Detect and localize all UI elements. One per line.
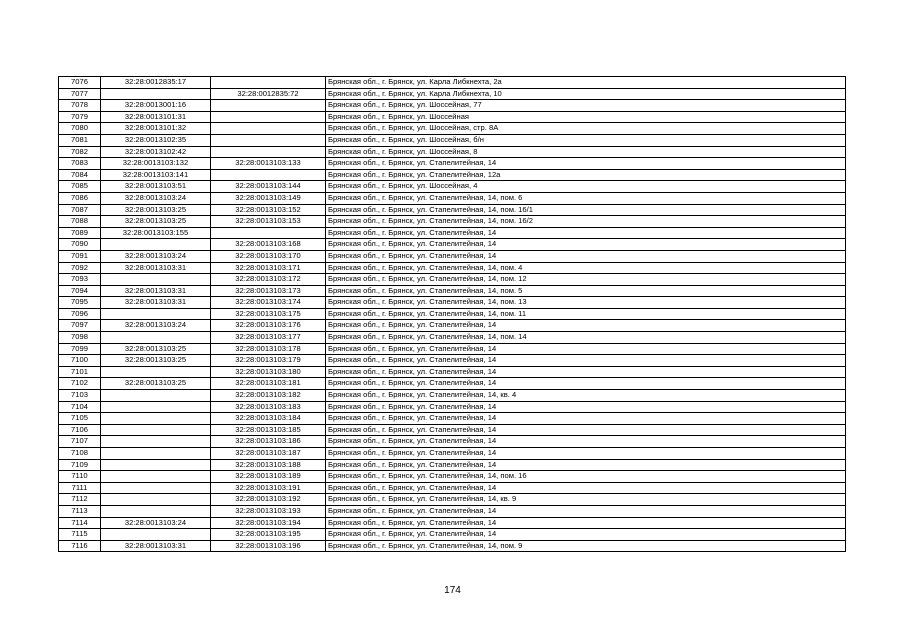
address-cell: Брянская обл., г. Брянск, ул. Стапелитейная, 14, пом. 6: [326, 192, 846, 204]
land-cadastral-number-cell: [101, 413, 211, 425]
building-cadastral-number-cell: 32:28:0013103:186: [211, 436, 326, 448]
building-cadastral-number-cell: [211, 227, 326, 239]
row-number-cell: 7096: [59, 308, 101, 320]
row-number-cell: 7098: [59, 332, 101, 344]
table-row: [59, 134, 846, 146]
cadastral-table: [58, 76, 846, 552]
address-cell: Брянская обл., г. Брянск, ул. Стапелитейная, 12а: [326, 169, 846, 181]
building-cadastral-number-cell: [211, 169, 326, 181]
row-number-cell: 7084: [59, 169, 101, 181]
table-row: [59, 169, 846, 181]
address-cell: Брянская обл., г. Брянск, ул. Стапелитейная, 14: [326, 239, 846, 251]
building-cadastral-number-cell: 32:28:0013103:195: [211, 529, 326, 541]
address-cell: Брянская обл., г. Брянск, ул. Шоссейная, 4: [326, 181, 846, 193]
land-cadastral-number-cell: 32:28:0012835:17: [101, 77, 211, 89]
table-row: [59, 436, 846, 448]
address-cell: Брянская обл., г. Брянск, ул. Стапелитейная, 14, пом. 9: [326, 540, 846, 552]
building-cadastral-number-cell: 32:28:0013103:196: [211, 540, 326, 552]
row-number-cell: 7109: [59, 459, 101, 471]
building-cadastral-number-cell: 32:28:0013103:133: [211, 158, 326, 170]
building-cadastral-number-cell: 32:28:0013103:175: [211, 308, 326, 320]
land-cadastral-number-cell: 32:28:0013103:24: [101, 250, 211, 262]
address-cell: Брянская обл., г. Брянск, ул. Стапелитейная, 14: [326, 227, 846, 239]
address-cell: Брянская обл., г. Брянск, ул. Стапелитейная, 14: [326, 401, 846, 413]
row-number-cell: 7085: [59, 181, 101, 193]
row-number-cell: 7108: [59, 448, 101, 460]
address-cell: Брянская обл., г. Брянск, ул. Карла Либкнехта, 10: [326, 88, 846, 100]
row-number-cell: 7079: [59, 111, 101, 123]
page-number: 174: [444, 585, 461, 596]
row-number-cell: 7093: [59, 274, 101, 286]
land-cadastral-number-cell: 32:28:0013103:31: [101, 262, 211, 274]
table-row: [59, 320, 846, 332]
row-number-cell: 7076: [59, 77, 101, 89]
table-row: [59, 285, 846, 297]
row-number-cell: 7095: [59, 297, 101, 309]
land-cadastral-number-cell: 32:28:0013103:31: [101, 297, 211, 309]
table-row: [59, 390, 846, 402]
land-cadastral-number-cell: [101, 308, 211, 320]
land-cadastral-number-cell: 32:28:0013102:35: [101, 134, 211, 146]
address-cell: Брянская обл., г. Брянск, ул. Стапелитейная, 14: [326, 158, 846, 170]
building-cadastral-number-cell: 32:28:0013103:179: [211, 355, 326, 367]
building-cadastral-number-cell: 32:28:0013103:149: [211, 192, 326, 204]
table-row: [59, 88, 846, 100]
address-cell: Брянская обл., г. Брянск, ул. Стапелитейная, 14, пом. 4: [326, 262, 846, 274]
table-row: [59, 494, 846, 506]
table-row: [59, 158, 846, 170]
building-cadastral-number-cell: 32:28:0013103:192: [211, 494, 326, 506]
land-cadastral-number-cell: [101, 88, 211, 100]
land-cadastral-number-cell: 32:28:0013001:16: [101, 100, 211, 112]
land-cadastral-number-cell: [101, 459, 211, 471]
address-cell: Брянская обл., г. Брянск, ул. Стапелитейная, 14, кв. 4: [326, 390, 846, 402]
building-cadastral-number-cell: [211, 111, 326, 123]
row-number-cell: 7086: [59, 192, 101, 204]
table-row: [59, 111, 846, 123]
address-cell: Брянская обл., г. Брянск, ул. Стапелитейная, 14: [326, 366, 846, 378]
land-cadastral-number-cell: [101, 471, 211, 483]
land-cadastral-number-cell: 32:28:0013103:141: [101, 169, 211, 181]
table-row: [59, 181, 846, 193]
building-cadastral-number-cell: 32:28:0013103:144: [211, 181, 326, 193]
land-cadastral-number-cell: [101, 239, 211, 251]
row-number-cell: 7106: [59, 424, 101, 436]
row-number-cell: 7104: [59, 401, 101, 413]
table-row: [59, 366, 846, 378]
table-row: [59, 540, 846, 552]
row-number-cell: 7103: [59, 390, 101, 402]
table-row: [59, 274, 846, 286]
address-cell: Брянская обл., г. Брянск, ул. Стапелитейная, 14: [326, 505, 846, 517]
table-row: [59, 192, 846, 204]
address-cell: Брянская обл., г. Брянск, ул. Стапелитейная, 14: [326, 517, 846, 529]
row-number-cell: 7113: [59, 505, 101, 517]
building-cadastral-number-cell: 32:28:0013103:173: [211, 285, 326, 297]
building-cadastral-number-cell: [211, 123, 326, 135]
building-cadastral-number-cell: 32:28:0013103:188: [211, 459, 326, 471]
land-cadastral-number-cell: 32:28:0013103:25: [101, 216, 211, 228]
address-cell: Брянская обл., г. Брянск, ул. Стапелитейная, 14: [326, 436, 846, 448]
building-cadastral-number-cell: 32:28:0013103:153: [211, 216, 326, 228]
address-cell: Брянская обл., г. Брянск, ул. Шоссейная, стр. 8А: [326, 123, 846, 135]
land-cadastral-number-cell: 32:28:0013103:25: [101, 355, 211, 367]
table-body: [59, 77, 846, 552]
address-cell: Брянская обл., г. Брянск, ул. Шоссейная, б/н: [326, 134, 846, 146]
row-number-cell: 7078: [59, 100, 101, 112]
row-number-cell: 7116: [59, 540, 101, 552]
land-cadastral-number-cell: 32:28:0013103:155: [101, 227, 211, 239]
row-number-cell: 7112: [59, 494, 101, 506]
address-cell: Брянская обл., г. Брянск, ул. Стапелитейная, 14, пом. 16/2: [326, 216, 846, 228]
land-cadastral-number-cell: [101, 448, 211, 460]
row-number-cell: 7100: [59, 355, 101, 367]
table-row: [59, 413, 846, 425]
land-cadastral-number-cell: [101, 424, 211, 436]
row-number-cell: 7099: [59, 343, 101, 355]
row-number-cell: 7101: [59, 366, 101, 378]
land-cadastral-number-cell: [101, 482, 211, 494]
land-cadastral-number-cell: [101, 401, 211, 413]
address-cell: Брянская обл., г. Брянск, ул. Шоссейная: [326, 111, 846, 123]
row-number-cell: 7105: [59, 413, 101, 425]
table-row: [59, 517, 846, 529]
address-cell: Брянская обл., г. Брянск, ул. Стапелитейная, 14: [326, 424, 846, 436]
building-cadastral-number-cell: 32:28:0013103:177: [211, 332, 326, 344]
address-cell: Брянская обл., г. Брянск, ул. Стапелитейная, 14, пом. 12: [326, 274, 846, 286]
row-number-cell: 7087: [59, 204, 101, 216]
address-cell: Брянская обл., г. Брянск, ул. Карла Либкнехта, 2а: [326, 77, 846, 89]
address-cell: Брянская обл., г. Брянск, ул. Шоссейная, 77: [326, 100, 846, 112]
row-number-cell: 7097: [59, 320, 101, 332]
table-row: [59, 448, 846, 460]
row-number-cell: 7081: [59, 134, 101, 146]
building-cadastral-number-cell: 32:28:0013103:181: [211, 378, 326, 390]
table-row: [59, 378, 846, 390]
building-cadastral-number-cell: 32:28:0013103:183: [211, 401, 326, 413]
table-row: [59, 262, 846, 274]
land-cadastral-number-cell: [101, 366, 211, 378]
table-row: [59, 227, 846, 239]
land-cadastral-number-cell: 32:28:0013103:24: [101, 320, 211, 332]
address-cell: Брянская обл., г. Брянск, ул. Стапелитейная, 14: [326, 378, 846, 390]
address-cell: Брянская обл., г. Брянск, ул. Шоссейная, 8: [326, 146, 846, 158]
row-number-cell: 7083: [59, 158, 101, 170]
building-cadastral-number-cell: 32:28:0013103:187: [211, 448, 326, 460]
table-row: [59, 204, 846, 216]
table-row: [59, 308, 846, 320]
land-cadastral-number-cell: 32:28:0013103:132: [101, 158, 211, 170]
address-cell: Брянская обл., г. Брянск, ул. Стапелитейная, 14, пом. 14: [326, 332, 846, 344]
table-row: [59, 424, 846, 436]
land-cadastral-number-cell: [101, 436, 211, 448]
table-row: [59, 505, 846, 517]
row-number-cell: 7077: [59, 88, 101, 100]
row-number-cell: 7115: [59, 529, 101, 541]
building-cadastral-number-cell: 32:28:0013103:152: [211, 204, 326, 216]
land-cadastral-number-cell: 32:28:0013103:24: [101, 192, 211, 204]
address-cell: Брянская обл., г. Брянск, ул. Стапелитейная, 14: [326, 250, 846, 262]
land-cadastral-number-cell: [101, 494, 211, 506]
land-cadastral-number-cell: 32:28:0013101:31: [101, 111, 211, 123]
table-row: [59, 355, 846, 367]
table-row: [59, 471, 846, 483]
address-cell: Брянская обл., г. Брянск, ул. Стапелитейная, 14, пом. 11: [326, 308, 846, 320]
building-cadastral-number-cell: 32:28:0012835:72: [211, 88, 326, 100]
address-cell: Брянская обл., г. Брянск, ул. Стапелитейная, 14: [326, 482, 846, 494]
land-cadastral-number-cell: 32:28:0013103:24: [101, 517, 211, 529]
table-row: [59, 401, 846, 413]
land-cadastral-number-cell: [101, 274, 211, 286]
land-cadastral-number-cell: [101, 390, 211, 402]
land-cadastral-number-cell: 32:28:0013103:25: [101, 204, 211, 216]
table-row: [59, 529, 846, 541]
row-number-cell: 7092: [59, 262, 101, 274]
building-cadastral-number-cell: 32:28:0013103:172: [211, 274, 326, 286]
address-cell: Брянская обл., г. Брянск, ул. Стапелитейная, 14, пом. 13: [326, 297, 846, 309]
building-cadastral-number-cell: [211, 77, 326, 89]
table-row: [59, 297, 846, 309]
building-cadastral-number-cell: 32:28:0013103:170: [211, 250, 326, 262]
building-cadastral-number-cell: 32:28:0013103:193: [211, 505, 326, 517]
building-cadastral-number-cell: 32:28:0013103:189: [211, 471, 326, 483]
row-number-cell: 7110: [59, 471, 101, 483]
address-cell: Брянская обл., г. Брянск, ул. Стапелитейная, 14: [326, 413, 846, 425]
land-cadastral-number-cell: [101, 505, 211, 517]
table-row: [59, 343, 846, 355]
building-cadastral-number-cell: 32:28:0013103:182: [211, 390, 326, 402]
land-cadastral-number-cell: 32:28:0013103:31: [101, 285, 211, 297]
address-cell: Брянская обл., г. Брянск, ул. Стапелитейная, 14: [326, 448, 846, 460]
land-cadastral-number-cell: 32:28:0013102:42: [101, 146, 211, 158]
row-number-cell: 7089: [59, 227, 101, 239]
row-number-cell: 7111: [59, 482, 101, 494]
building-cadastral-number-cell: [211, 134, 326, 146]
row-number-cell: 7114: [59, 517, 101, 529]
building-cadastral-number-cell: [211, 100, 326, 112]
address-cell: Брянская обл., г. Брянск, ул. Стапелитейная, 14: [326, 343, 846, 355]
table-row: [59, 77, 846, 89]
row-number-cell: 7094: [59, 285, 101, 297]
table-row: [59, 100, 846, 112]
row-number-cell: 7080: [59, 123, 101, 135]
building-cadastral-number-cell: 32:28:0013103:178: [211, 343, 326, 355]
land-cadastral-number-cell: [101, 332, 211, 344]
table-row: [59, 146, 846, 158]
land-cadastral-number-cell: [101, 529, 211, 541]
land-cadastral-number-cell: 32:28:0013101:32: [101, 123, 211, 135]
building-cadastral-number-cell: 32:28:0013103:194: [211, 517, 326, 529]
building-cadastral-number-cell: 32:28:0013103:174: [211, 297, 326, 309]
address-cell: Брянская обл., г. Брянск, ул. Стапелитейная, 14, пом. 16/1: [326, 204, 846, 216]
table-row: [59, 332, 846, 344]
table-row: [59, 216, 846, 228]
row-number-cell: 7090: [59, 239, 101, 251]
building-cadastral-number-cell: 32:28:0013103:176: [211, 320, 326, 332]
table-row: [59, 482, 846, 494]
row-number-cell: 7102: [59, 378, 101, 390]
table-row: [59, 250, 846, 262]
address-cell: Брянская обл., г. Брянск, ул. Стапелитейная, 14: [326, 355, 846, 367]
address-cell: Брянская обл., г. Брянск, ул. Стапелитейная, 14, пом. 5: [326, 285, 846, 297]
address-cell: Брянская обл., г. Брянск, ул. Стапелитейная, 14, кв. 9: [326, 494, 846, 506]
building-cadastral-number-cell: 32:28:0013103:168: [211, 239, 326, 251]
row-number-cell: 7082: [59, 146, 101, 158]
table-row: [59, 239, 846, 251]
address-cell: Брянская обл., г. Брянск, ул. Стапелитейная, 14, пом. 16: [326, 471, 846, 483]
address-cell: Брянская обл., г. Брянск, ул. Стапелитейная, 14: [326, 529, 846, 541]
row-number-cell: 7091: [59, 250, 101, 262]
land-cadastral-number-cell: 32:28:0013103:51: [101, 181, 211, 193]
building-cadastral-number-cell: 32:28:0013103:180: [211, 366, 326, 378]
row-number-cell: 7107: [59, 436, 101, 448]
table-row: [59, 123, 846, 135]
address-cell: Брянская обл., г. Брянск, ул. Стапелитейная, 14: [326, 459, 846, 471]
building-cadastral-number-cell: 32:28:0013103:171: [211, 262, 326, 274]
building-cadastral-number-cell: [211, 146, 326, 158]
building-cadastral-number-cell: 32:28:0013103:184: [211, 413, 326, 425]
address-cell: Брянская обл., г. Брянск, ул. Стапелитейная, 14: [326, 320, 846, 332]
land-cadastral-number-cell: 32:28:0013103:25: [101, 378, 211, 390]
row-number-cell: 7088: [59, 216, 101, 228]
land-cadastral-number-cell: 32:28:0013103:31: [101, 540, 211, 552]
building-cadastral-number-cell: 32:28:0013103:185: [211, 424, 326, 436]
land-cadastral-number-cell: 32:28:0013103:25: [101, 343, 211, 355]
building-cadastral-number-cell: 32:28:0013103:191: [211, 482, 326, 494]
table-row: [59, 459, 846, 471]
